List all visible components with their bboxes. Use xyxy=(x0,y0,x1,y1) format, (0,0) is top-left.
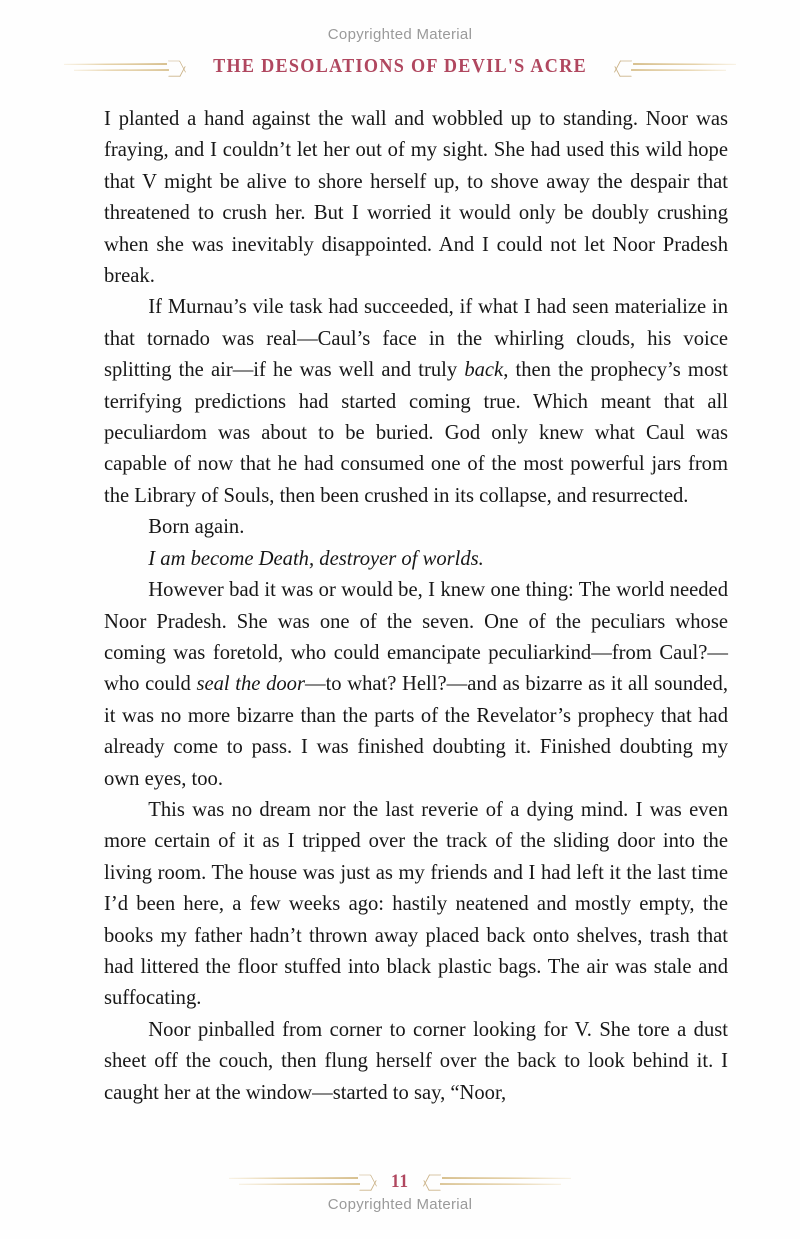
paragraph-7 xyxy=(104,1015,728,1109)
paragraph-2-text-before: If Murnau’s vile task had succeeded, if what I had seen materialize in that tornado was real—Caul’s face in the whirling clouds, his voice splitting the air—if he was well and truly xyxy=(104,296,728,382)
ornament-left-icon xyxy=(60,56,185,78)
paragraph-1 xyxy=(104,104,728,292)
footer-ornament-right-icon xyxy=(424,1170,575,1192)
page-footer xyxy=(225,1168,575,1194)
paragraph-2 xyxy=(104,292,728,512)
running-head xyxy=(60,52,740,82)
paragraph-5-emphasis: seal the door xyxy=(196,673,305,696)
paragraph-5-text-before: However bad it was or would be, I knew one thing: The world needed Noor Pradesh. She was one of the seven. One of the peculiars whose coming was foretold, who could emancipate peculiarkind—from Caul?—who could xyxy=(104,579,728,696)
paragraph-5-text-after: —to what? Hell?—and as bizarre as it all sounded, it was no more bizarre than the parts of the Revelator’s prophecy that had already come to pass. I was finished doubting it. Finished doubting my own eyes, too. xyxy=(104,673,728,790)
body-text xyxy=(104,104,728,1109)
paragraph-6-text: This was no dream nor the last reverie of a dying mind. I was even more certain of it as I tripped over the track of the sliding door into the living room. The house was just as my friends and I had left it the last time I’d been here, a few weeks ago: hastily neatened and mostly empty, the books my father hadn’t thrown away placed back onto shelves, trash that had littered the floor stuffed into black plastic bags. The air was stale and suffocating. xyxy=(104,798,728,1010)
ornament-right-icon xyxy=(615,56,740,78)
paragraph-5 xyxy=(104,575,728,795)
paragraph-1-text: I planted a hand against the wall and wobbled up to standing. Noor was fraying, and I couldn’t let her out of my sight. She had used this wild hope that V might be alive to shore herself up, to shove away the despair that threatened to crush her. But I worried it would only be doubly crushing when she was inevitably disappointed. And I could not let Noor Pradesh break. xyxy=(104,108,728,288)
paragraph-4-text: I am become Death, destroyer of worlds. xyxy=(148,547,484,570)
paragraph-4 xyxy=(104,544,728,575)
paragraph-3 xyxy=(104,512,728,543)
footer-ornament-left-icon xyxy=(225,1170,376,1192)
paragraph-3-text: Born again. xyxy=(148,516,245,539)
paragraph-2-text-after: , then the prophecy’s most terrifying predictions had started coming true. Which meant that all peculiardom was about to be buried. God only knew what Caul was capable of now that he had consumed one of the most powerful jars from the Library of Souls, then been crushed in its collapse, and resurrected. xyxy=(104,359,728,507)
copyright-watermark-bottom: Copyrighted Material xyxy=(327,1196,473,1213)
running-head-title: THE DESOLATIONS OF DEVIL'S ACRE xyxy=(213,56,587,78)
paragraph-2-emphasis: back xyxy=(464,359,504,382)
paragraph-7-text: Noor pinballed from corner to corner looking for V. She tore a dust sheet off the couch, then flung herself over the back to look behind it. I caught her at the window—started to say, “Noor, xyxy=(104,1018,728,1104)
page-number: 11 xyxy=(391,1170,409,1192)
copyright-watermark-top: Copyrighted Material xyxy=(327,26,473,43)
paragraph-6 xyxy=(104,795,728,1015)
